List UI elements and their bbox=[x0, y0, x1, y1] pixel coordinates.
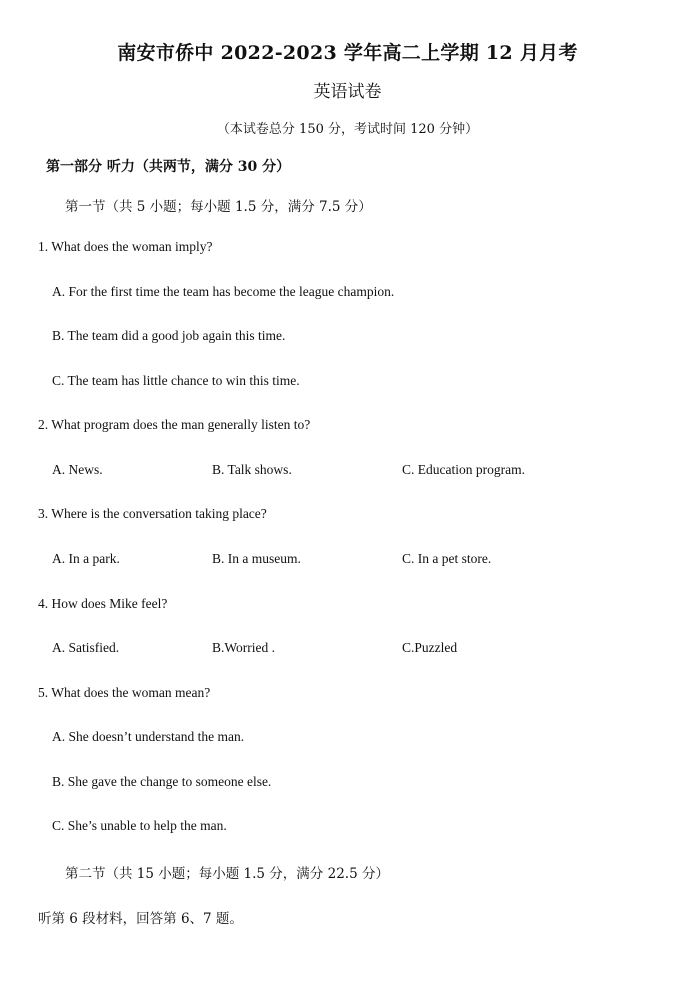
section-heading-2: 第二节（共 15 小题；每小题 1.5 分，满分 22.5 分） bbox=[65, 866, 389, 882]
exam-title: 南安市侨中 2022-2023 学年高二上学期 12 月月考 bbox=[117, 42, 578, 64]
section-heading-1: 第一节（共 5 小题；每小题 1.5 分，满分 7.5 分） bbox=[65, 199, 372, 215]
question-2-option-c: C. Education program. bbox=[402, 462, 525, 477]
question-5: 5. What does the woman mean? bbox=[38, 685, 211, 700]
question-1-option-a: A. For the first time the team has become the league champion. bbox=[52, 284, 395, 299]
question-2: 2. What program does the man generally listen to? bbox=[38, 417, 311, 432]
question-2-option-b: B. Talk shows. bbox=[212, 462, 292, 477]
question-3: 3. Where is the conversation taking place? bbox=[38, 506, 267, 521]
question-4-option-b: B.Worried . bbox=[212, 640, 276, 655]
question-4-option-c: C.Puzzled bbox=[402, 640, 458, 655]
exam-subtitle: 英语试卷 bbox=[313, 82, 382, 102]
question-3-option-b: B. In a museum. bbox=[212, 551, 301, 566]
question-1-option-c: C. The team has little chance to win this time. bbox=[52, 373, 300, 388]
question-4: 4. How does Mike feel? bbox=[38, 596, 168, 611]
question-5-option-b: B. She gave the change to someone else. bbox=[52, 774, 272, 789]
question-1-option-b: B. The team did a good job again this time. bbox=[52, 328, 286, 343]
question-5-option-a: A. She doesn’t understand the man. bbox=[52, 729, 245, 744]
question-3-option-c: C. In a pet store. bbox=[402, 551, 492, 566]
question-5-option-c: C. She’s unable to help the man. bbox=[52, 818, 227, 833]
part-heading: 第一部分 听力（共两节，满分 30 分） bbox=[46, 159, 291, 175]
question-1: 1. What does the woman imply? bbox=[38, 239, 213, 254]
listening-instruction: 听第 6 段材料，回答第 6、7 题。 bbox=[38, 911, 243, 927]
question-4-option-a: A. Satisfied. bbox=[52, 640, 120, 655]
exam-note: （本试卷总分 150 分，考试时间 120 分钟） bbox=[216, 122, 479, 137]
question-2-option-a: A. News. bbox=[52, 462, 103, 477]
question-3-option-a: A. In a park. bbox=[52, 551, 120, 566]
